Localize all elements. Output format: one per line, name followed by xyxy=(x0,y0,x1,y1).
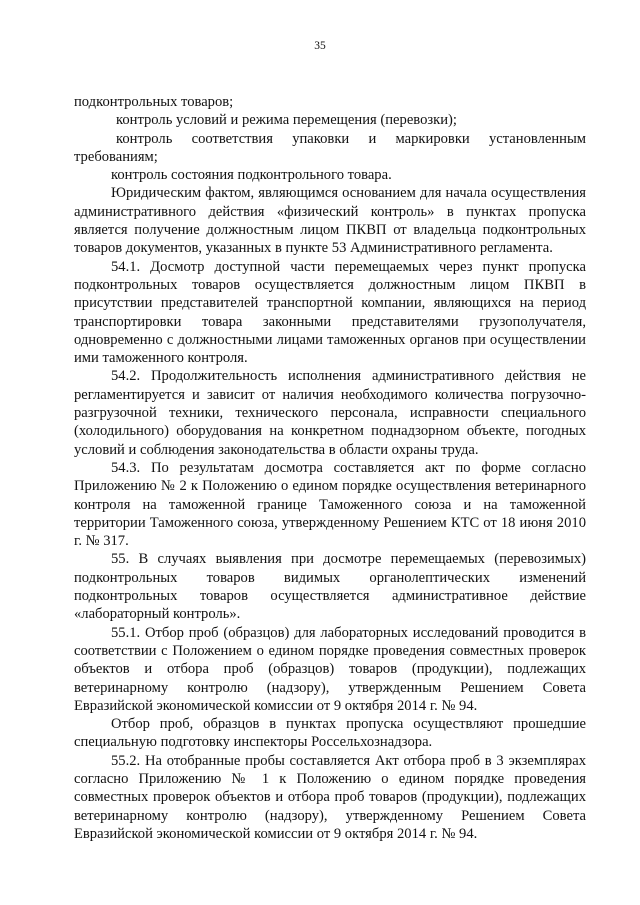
paragraph-4: Юридическим фактом, являющимся основанием для начала осуществления административного действия «физический контроль» в пунктах пропуска является получение должностным лицом ПКВП от владельца подконтрольных товаров документов, указанных в пункте 53 Административного регламента. xyxy=(74,185,586,257)
paragraph-3: контроль состояния подконтрольного товара. xyxy=(111,167,392,184)
paragraph-7: 54.3. По результатам досмотра составляется акт по форме согласно Приложению № 2 к Положению о едином порядке осуществления ветеринарного контроля на таможенной границе Таможенного союза и на таможенной территории Таможенного союза, утвержденному Решением КТС от 18 июня 2010 г. № 317. xyxy=(74,459,586,550)
page-number: 35 xyxy=(314,40,326,52)
paragraph-11: 55.2. На отобранные пробы составляется Акт отбора проб в 3 экземплярах согласно Приложению № 1 к Положению о едином порядке проведения совместных проверок объектов и отбора проб товаров (продукции), подлежащих ветеринарному контролю (надзору), утвержденному Решением Совета Евразийской экономической комиссии от 9 октября 2014 г. № 94. xyxy=(74,752,586,842)
paragraph-9: 55.1. Отбор проб (образцов) для лабораторных исследований проводится в соответствии с Положением о едином порядке проведения совместных проверок объектов и отбора проб (образцов) товаров (продукции), подлежащих ветеринарному контролю (надзору), утвержденным Решением Совета Евразийской экономической комиссии от 9 октября 2014 г. № 94. xyxy=(74,624,586,714)
paragraph-5: 54.1. Досмотр доступной части перемещаемых через пункт пропуска подконтрольных товаров осуществляется должностным лицом ПКВП в присутствии представителей транспортной компании, являющихся на период транспортировки товара законными представителями грузополучателя, одновременно с должностными лицами таможенных органов при осуществлении ими таможенного контроля. xyxy=(74,258,586,367)
paragraph-1: контроль условий и режима перемещения (перевозки); xyxy=(116,112,457,129)
document-body xyxy=(74,93,586,843)
paragraph-8: 55. В случаях выявления при досмотре перемещаемых (перевозимых) подконтрольных товаров видимых органолептических изменений подконтрольных товаров осуществляется административное действие «лабораторный контроль». xyxy=(74,551,586,623)
paragraph-6: 54.2. Продолжительность исполнения административного действия не регламентируется и зависит от наличия необходимого количества погрузочно-разгрузочной техники, технического персонала, исправности специального (холодильного) оборудования на конкретном поднадзорном объекте, погодных условий и соблюдения законодательства в области охраны труда. xyxy=(74,368,586,458)
paragraph-10: Отбор проб, образцов в пунктах пропуска осуществляют прошедшие специальную подготовку инспекторы Россельхознадзора. xyxy=(74,716,586,751)
paragraph-2: контроль соответствия упаковки и маркировки установленным требованиям; xyxy=(74,130,586,165)
paragraph-0: подконтрольных товаров; xyxy=(74,94,234,110)
